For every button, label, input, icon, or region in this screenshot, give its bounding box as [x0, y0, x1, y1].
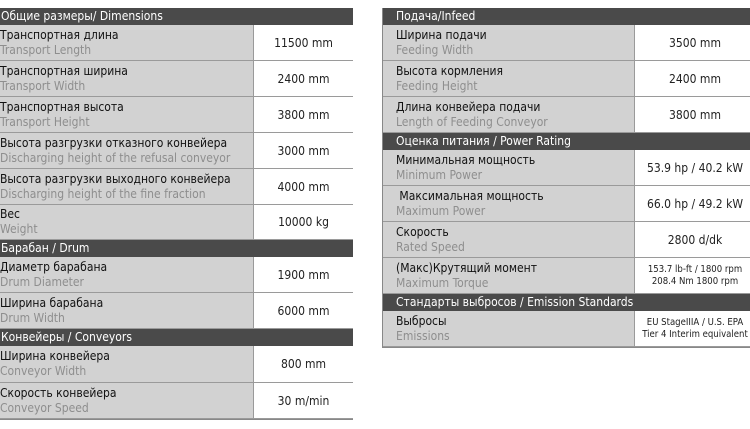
row-label-en: Drum Diameter [0, 274, 84, 289]
spec-row-maximum-torque [383, 258, 750, 294]
row-label-ru: Ширина барабана [0, 295, 104, 310]
section-header-conveyors: Конвейеры / Conveyors [0, 329, 353, 346]
row-label-en: Rated Speed [396, 239, 465, 254]
row-value: 2800 d/dk [635, 222, 750, 257]
row-label-ru: Минимальная мощность [396, 152, 536, 167]
row-label-en: Discharging height of the refusal conveyor [0, 150, 231, 165]
row-label-ru: Ширина подачи [396, 27, 487, 42]
row-label-ru: Скорость [396, 224, 449, 239]
spec-row-transport-height [0, 97, 353, 133]
section-header-dimensions: Общие размеры/ Dimensions [0, 8, 353, 25]
row-value: 66.0 hp / 49.2 kW [635, 186, 750, 221]
row-label-en: Conveyor Speed [0, 400, 89, 415]
spec-row-minimum-power [383, 150, 750, 186]
row-label-ru: Длина конвейера подачи [396, 99, 541, 114]
row-label-en: Feeding Width [396, 42, 474, 57]
row-label-en: Transport Height [0, 114, 90, 129]
row-label-ru: Выбросы [396, 313, 447, 328]
row-value: 1900 mm [254, 257, 353, 292]
row-label-ru: Высота разгрузки отказного конвейера [0, 135, 228, 150]
row-value: 2400 mm [254, 61, 353, 96]
row-label-ru: Высота кормления [396, 63, 504, 78]
spec-row-feeding-width [383, 25, 750, 61]
row-value: 11500 mm [254, 25, 353, 60]
row-label-en: Maximum Power [396, 203, 486, 218]
row-label-ru: Скорость конвейера [0, 385, 117, 400]
row-value [635, 258, 750, 293]
row-label-en: Feeding Height [396, 78, 478, 93]
row-value [635, 311, 750, 346]
spec-row-maximum-power [383, 186, 750, 222]
infeed-power-spec-table [382, 8, 750, 348]
row-label-en: Emissions [396, 328, 450, 343]
row-value: 4000 mm [254, 169, 353, 204]
row-label-ru: (Макс)Крутящий момент [396, 260, 538, 275]
row-value: 6000 mm [254, 293, 353, 328]
row-value: 3500 mm [635, 25, 750, 60]
spec-row-rated-speed [383, 222, 750, 258]
row-label-ru: Транспортная длина [0, 27, 119, 42]
section-header-power-rating: Оценка питания / Power Rating [383, 133, 750, 150]
spec-row-refusal-conveyor-height [0, 133, 353, 169]
row-label-en: Weight [0, 222, 38, 236]
spec-row-drum-width [0, 293, 353, 329]
section-header-drum: Барабан / Drum [0, 240, 353, 257]
row-label-ru: Максимальная мощность [396, 188, 544, 203]
row-label-ru: Транспортная ширина [0, 63, 128, 78]
spec-row-conveyor-width [0, 346, 353, 383]
section-header-infeed: Подача/Infeed [383, 8, 750, 25]
row-value: 3800 mm [254, 97, 353, 132]
row-label-en: Conveyor Width [0, 364, 87, 378]
row-label-en: Drum Width [0, 310, 65, 325]
spec-row-drum-diameter [0, 257, 353, 293]
spec-row-feeding-conveyor-length [383, 97, 750, 133]
row-label-ru: Высота разгрузки выходного конвейера [0, 171, 231, 186]
row-value: 30 m/min [254, 383, 353, 418]
row-label-ru: Диаметр барабана [0, 259, 108, 274]
row-value: 2400 mm [635, 61, 750, 96]
spec-row-transport-length [0, 25, 353, 61]
row-value-line: 153.7 lb-ft / 1800 rpm [647, 263, 743, 275]
row-value: 800 mm [254, 346, 353, 382]
row-label-ru: Вес [0, 207, 20, 221]
section-header-emission-standards: Стандарты выбросов / Emission Standards [383, 294, 750, 311]
row-label-en: Minimum Power [396, 167, 483, 182]
spec-row-fine-fraction-height [0, 169, 353, 205]
row-value: 3800 mm [635, 97, 750, 132]
row-label-ru: Транспортная высота [0, 99, 124, 114]
row-label-ru: Ширина конвейера [0, 349, 110, 363]
row-value: 3000 mm [254, 133, 353, 168]
dimensions-spec-table [0, 8, 353, 420]
row-label-en: Discharging height of the fine fraction [0, 186, 206, 201]
row-label-en: Transport Width [0, 78, 86, 93]
spec-row-weight [0, 205, 353, 240]
row-label-en: Length of Feeding Conveyor [396, 114, 548, 129]
row-value-line: EU StageIIIA / U.S. EPA [646, 316, 744, 328]
spec-row-conveyor-speed [0, 383, 353, 419]
row-value: 53.9 hp / 40.2 kW [635, 150, 750, 185]
spec-row-emissions [383, 311, 750, 347]
spec-row-feeding-height [383, 61, 750, 97]
row-value: 10000 kg [254, 205, 353, 239]
row-label-en: Maximum Torque [396, 275, 489, 290]
row-label-en: Transport Length [0, 42, 92, 57]
row-value-line: Tier 4 Interim equivalent [642, 328, 748, 340]
row-value-line: 208.4 Nm 1800 rpm [651, 275, 739, 287]
spec-row-transport-width [0, 61, 353, 97]
